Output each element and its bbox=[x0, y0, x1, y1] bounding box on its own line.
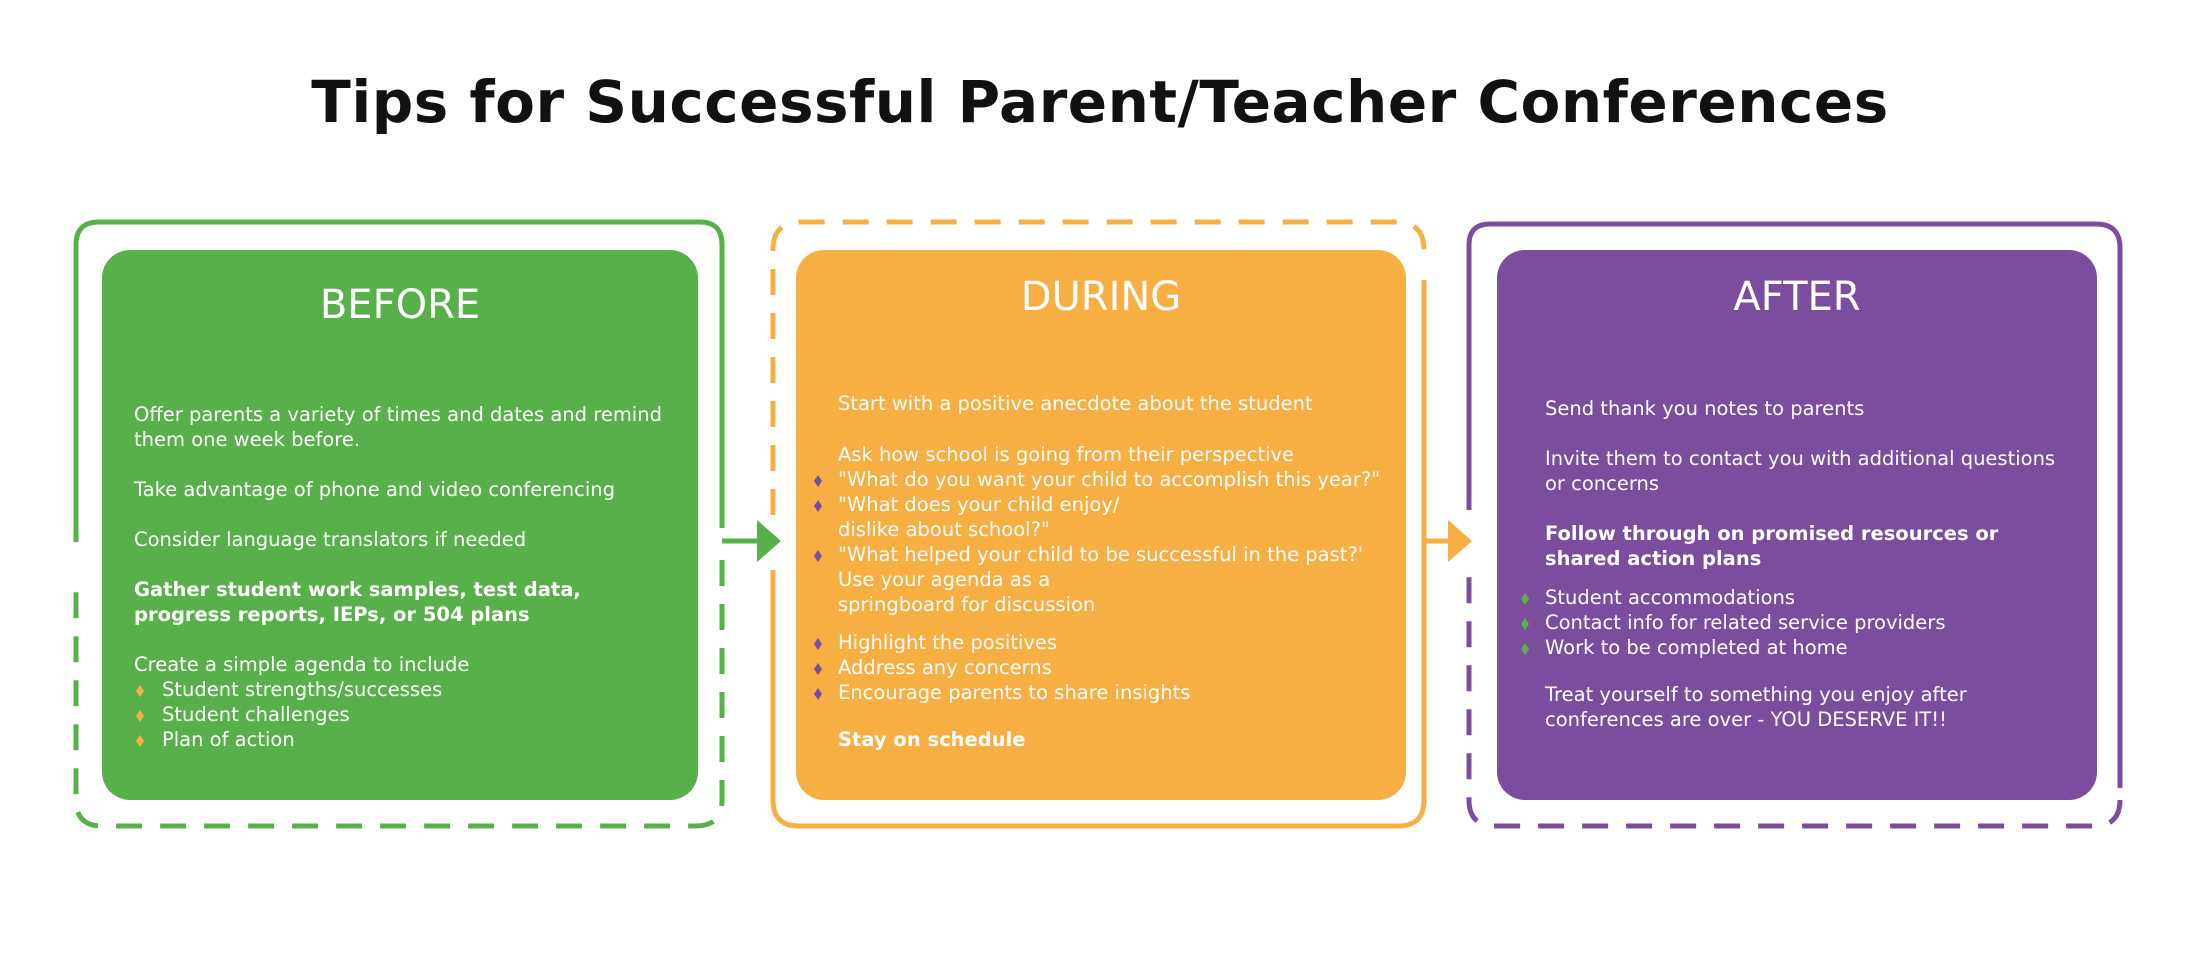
after-list bbox=[1545, 585, 2075, 660]
diamond-bullet-icon bbox=[1521, 618, 1529, 630]
before-item-bold: Gather student work samples, test data, progress reports, IEPs, or 504 plans bbox=[134, 578, 581, 626]
after-closing: Treat yourself to something you enjoy after conferences are over - YOU DESERVE IT!! bbox=[1545, 683, 1967, 731]
diamond-bullet-icon bbox=[136, 710, 144, 722]
after-card bbox=[1497, 250, 2097, 800]
before-item: Consider language translators if needed bbox=[134, 528, 527, 551]
after-item: Invite them to contact you with additional questions or concerns bbox=[1545, 447, 2056, 495]
before-card bbox=[102, 250, 698, 800]
list-item: Student strengths/successes bbox=[134, 677, 679, 702]
diamond-bullet-icon bbox=[814, 475, 822, 487]
before-heading: BEFORE bbox=[319, 282, 481, 328]
list-item: Address any concerns bbox=[838, 655, 1393, 680]
during-question-list bbox=[838, 467, 1393, 567]
during-closing: Stay on schedule bbox=[838, 728, 1026, 751]
list-item: Student accommodations bbox=[1545, 585, 2075, 610]
after-item-bold: Follow through on promised resources or shared action plans bbox=[1545, 522, 1999, 570]
during-arrow-head bbox=[1448, 520, 1472, 562]
list-item: Plan of action bbox=[134, 727, 679, 752]
during-item: Use your agenda as a springboard for discussion bbox=[838, 568, 1096, 616]
diamond-bullet-icon bbox=[814, 500, 822, 512]
before-body bbox=[134, 402, 679, 752]
diamond-bullet-icon bbox=[136, 685, 144, 697]
after-item: Send thank you notes to parents bbox=[1545, 397, 1865, 420]
diamond-bullet-icon bbox=[814, 550, 822, 562]
diamond-bullet-icon bbox=[814, 663, 822, 675]
before-agenda-list bbox=[134, 677, 679, 752]
before-item: Take advantage of phone and video conferencing bbox=[134, 478, 616, 501]
during-heading: DURING bbox=[1020, 274, 1182, 320]
during-agenda-list bbox=[838, 630, 1393, 705]
page-title: Tips for Successful Parent/Teacher Conferences bbox=[311, 68, 1889, 136]
after-body bbox=[1545, 396, 2075, 732]
diamond-bullet-icon bbox=[1521, 643, 1529, 655]
before-arrow-head bbox=[757, 520, 781, 562]
diamond-bullet-icon bbox=[814, 638, 822, 650]
list-item: Work to be completed at home bbox=[1545, 635, 2075, 660]
during-card bbox=[796, 250, 1406, 800]
diamond-bullet-icon bbox=[1521, 593, 1529, 605]
diamond-bullet-icon bbox=[136, 735, 144, 747]
after-heading: AFTER bbox=[1733, 274, 1861, 320]
list-item: Encourage parents to share insights bbox=[838, 680, 1393, 705]
list-item: Contact info for related service providers bbox=[1545, 610, 2075, 635]
during-item: Start with a positive anecdote about the student bbox=[838, 392, 1313, 415]
before-item: Offer parents a variety of times and dates and remind them one week before. bbox=[134, 403, 662, 451]
list-item: Student challenges bbox=[134, 702, 679, 727]
during-body bbox=[838, 391, 1393, 752]
during-item: Ask how school is going from their perspective bbox=[838, 443, 1295, 466]
diamond-bullet-icon bbox=[814, 688, 822, 700]
before-item: Create a simple agenda to include bbox=[134, 653, 470, 676]
list-item: "What helped your child to be successful in the past?' bbox=[838, 542, 1393, 567]
list-item: Highlight the positives bbox=[838, 630, 1393, 655]
list-item: "What do you want your child to accomplish this year?" bbox=[838, 467, 1393, 492]
list-item: "What does your child enjoy/ dislike about school?" bbox=[838, 492, 1393, 542]
